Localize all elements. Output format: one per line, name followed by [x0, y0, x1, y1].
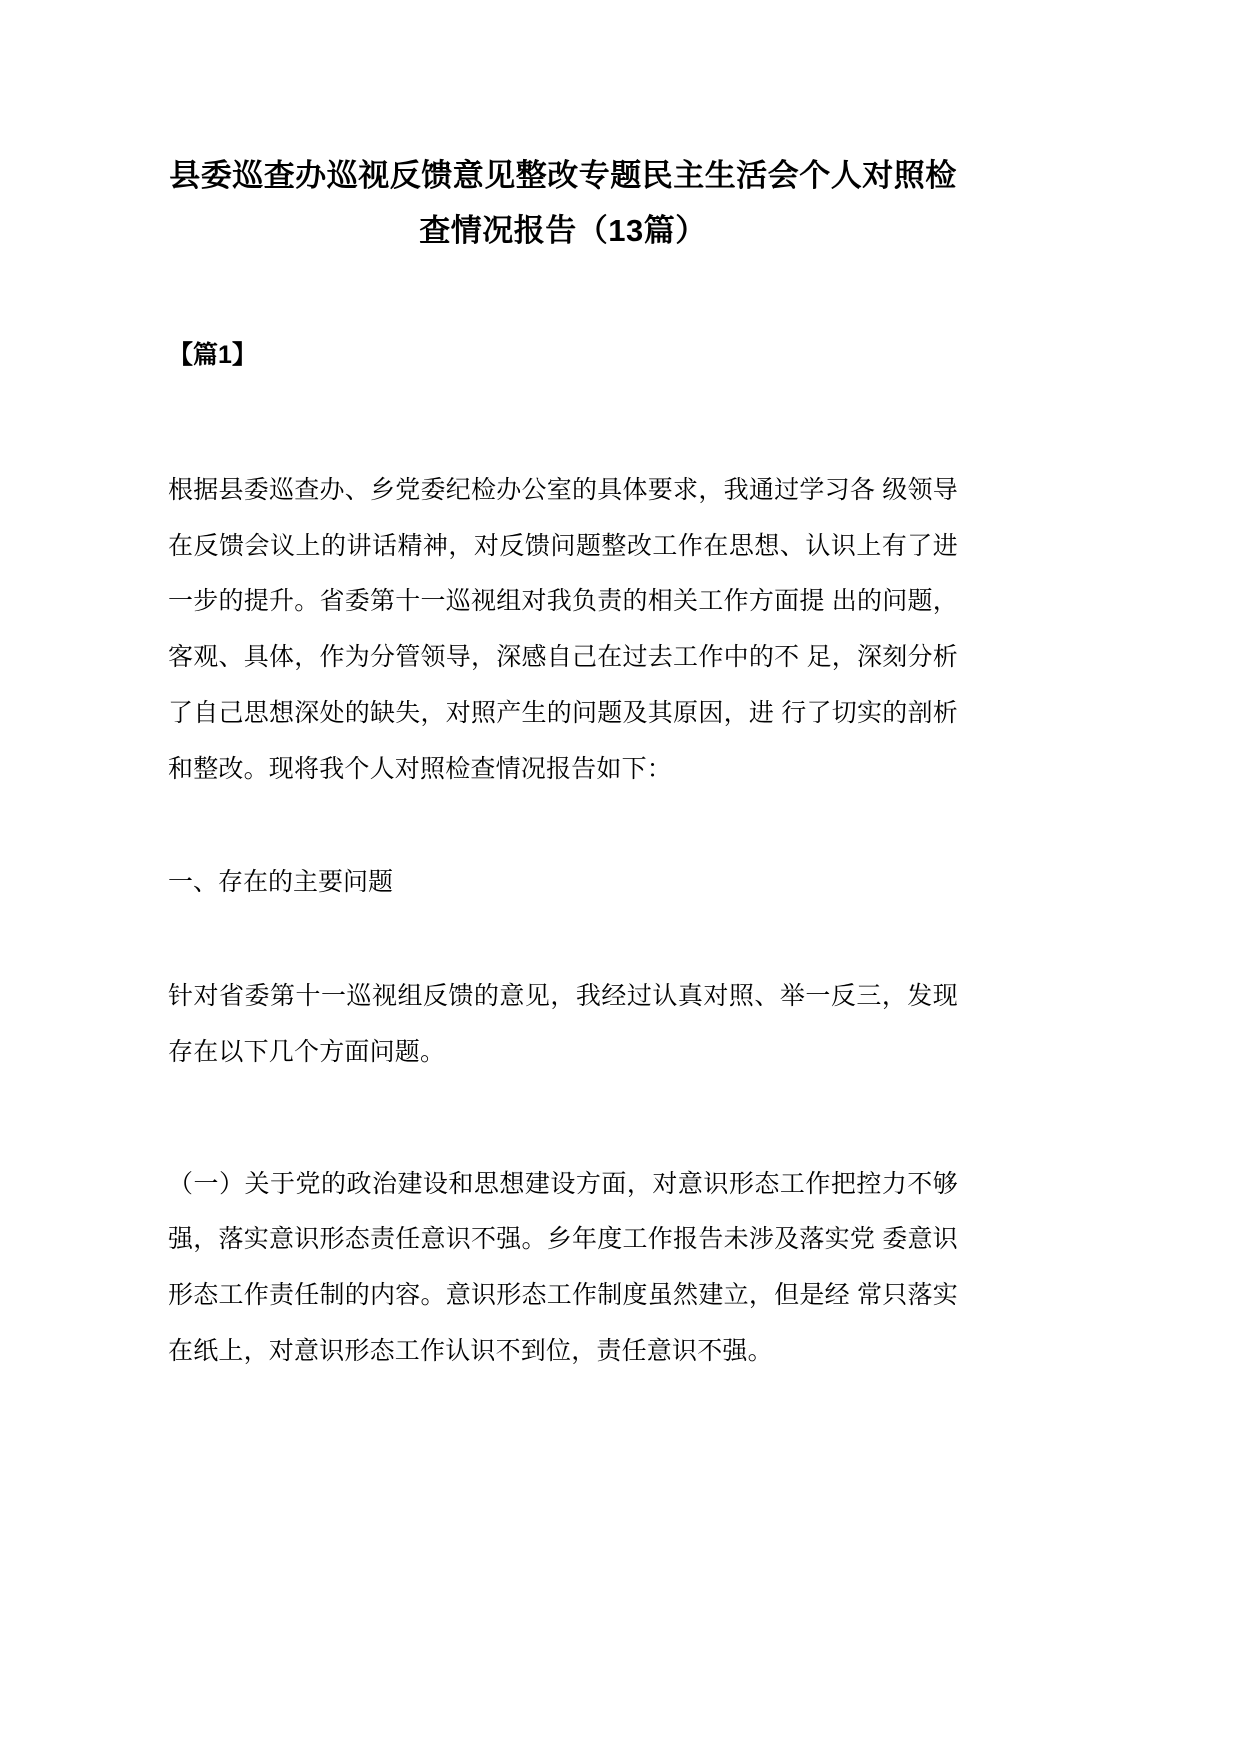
section-marker: 【篇1】	[168, 341, 257, 370]
page-title-line-2: 查情况报告（13篇）	[419, 213, 707, 249]
paragraph-spacer	[168, 1123, 958, 1157]
section-heading-one: 一、存在的主要问题	[168, 868, 394, 897]
document-content	[168, 0, 958, 1380]
page-title	[168, 0, 958, 258]
paragraph-spacer	[168, 839, 958, 855]
paragraph-problems-intro: 针对省委第十一巡视组反馈的意见，我经过认真对照、举一反三，发现存在以下几个方面问题。	[168, 982, 958, 1066]
paragraph-spacer	[168, 953, 958, 969]
page-title-line-1: 县委巡查办巡视反馈意见整改专题民主生活会个人对照检	[169, 158, 957, 193]
document-body	[168, 377, 958, 1380]
paragraph-intro: 根据县委巡查办、乡党委纪检办公室的具体要求，我通过学习各 级领导在反馈会议上的讲话精神，对反馈问题整改工作在思想、认识上有了进一步的提升。省委第十一巡视组对我负责的相关工作方面提 出的问题，客观、具体，作为分管领导，深感自己在过去工作中的不 足，深刻分析了自己思想深处的缺失，对照产生的问题及其原因，进 行了切实的剖析和整改。现将我个人对照检查情况报告如下：	[168, 475, 958, 783]
paragraph-problem-one: （一）关于党的政治建设和思想建设方面，对意识形态工作把控力不够强，落实意识形态责任意识不强。乡年度工作报告未涉及落实党 委意识形态工作责任制的内容。意识形态工作制度虽然建立，但是经 常只落实在纸上，对意识形态工作认识不到位，责任意识不强。	[168, 1169, 958, 1365]
